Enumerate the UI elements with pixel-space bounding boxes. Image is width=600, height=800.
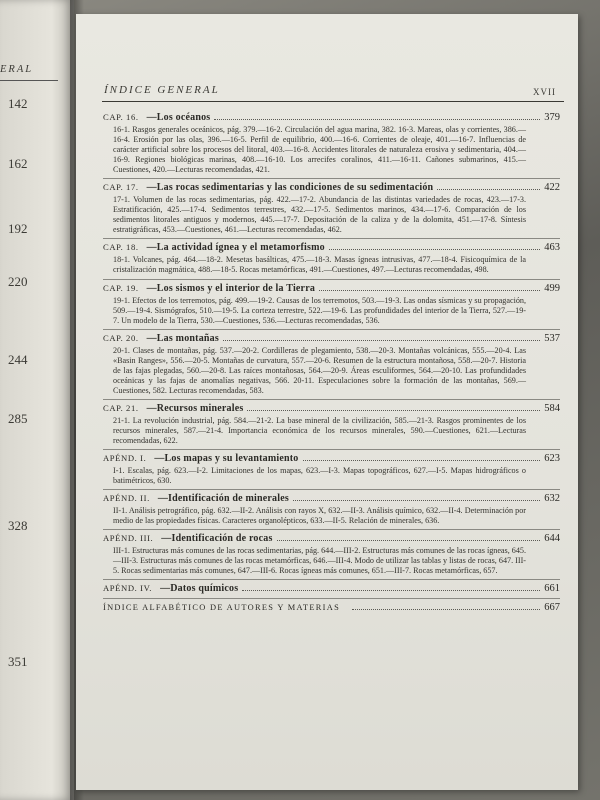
entry-label: CAP. 18. (103, 242, 139, 253)
entry-label: APÉND. I. (103, 453, 147, 464)
entry-page: 644 (544, 533, 560, 545)
entry-page: 632 (544, 493, 560, 505)
toc-entry (103, 332, 560, 396)
entry-divider (103, 529, 560, 530)
toc-entry (103, 532, 560, 576)
toc-list (103, 111, 560, 620)
left-page (0, 0, 74, 800)
toc-entry (103, 282, 560, 326)
entry-label: CAP. 17. (103, 182, 139, 193)
left-page-number: 244 (8, 352, 28, 367)
entry-divider (103, 449, 560, 450)
entry-description: I-1. Escalas, pág. 623.—I-2. Limitaciones de los mapas, 623.—I-3. Mapas topográficos, 627.—I-5. Mapas hidrográficos o batimétricos, 630. (113, 466, 526, 486)
dot-leader (329, 249, 540, 250)
dot-leader (437, 189, 540, 190)
toc-entry (103, 492, 560, 526)
entry-description: 16-1. Rasgos generales oceánicos, pág. 379.—16-2. Circulación del agua marina, 382. 16-3. Mareas, olas y corrientes, 386.—16-4. Erosión por las olas, 396.—16-5. Perfil de equilibrio, 400.—16-6. Corrientes de oleaje, 401.—16-7. Influencias de carácter artificial sobre los procesos del litoral, 403.—16-8. Accidentes litorales de naturaleza erosiva y sedimentaria, 404.—16-9. Regiones biológicas marinas, 408.—16-10. Los arrecifes coralinos, 411.—16-11. Cañones submarinos, 415.—Cuestiones, 420.—Lecturas recomendadas, 421. (113, 125, 526, 175)
entry-page: 537 (544, 332, 560, 344)
entry-title: —Los océanos (146, 112, 211, 123)
entry-label: CAP. 16. (103, 112, 139, 122)
entry-page: 463 (544, 242, 560, 254)
entry-divider (103, 579, 560, 580)
entry-description: 21-1. La revolución industrial, pág. 584.—21-2. La base mineral de la civilización, 585.—21-3. Rasgos prominentes de los recursos minerales, 587.—21-4. Importancia económica de los recursos minerales, 590.—Cuestiones, 621.—Lecturas recomendadas, 622. (113, 415, 526, 445)
entry-label: CAP. 21. (103, 402, 139, 413)
entry-page: 623 (544, 453, 560, 465)
dot-leader (293, 500, 540, 501)
entry-title: —Las rocas sedimentarias y las condiciones de su sedimentación (146, 182, 434, 194)
dot-leader (214, 119, 540, 120)
entry-page: 584 (544, 402, 560, 414)
entry-description: 18-1. Volcanes, pág. 464.—18-2. Mesetas basálticas, 475.—18-3. Masas ígneas intrusivas, 477.—18-4. Fisicoquímica de la cristalización magmática, 488.—18-5. Rocas metamórficas, 491.—Cuestiones, 497.—Lecturas recomendadas, 498. (113, 255, 526, 275)
dot-leader (242, 590, 540, 591)
entry-divider (103, 598, 560, 599)
entry-description: 17-1. Volumen de las rocas sedimentarias, pág. 422.—17-2. Abundancia de las distintas variedades de rocas, 423.—17-3. Estratificación, 425.—17-4. Sedimentos terrestres, 432.—17-5. Sedimentos marinos, 434.—17-6. Comparación de los sedimentos litorales antiguos y modernos, 445.—17-7. Depositación de la caliza y de la dolomita, 451.—17-8. Síntesis estratigráficas, 453.—Cuestiones, 461.—Lecturas recomendadas, 462. (113, 195, 526, 235)
entry-divider (103, 489, 560, 490)
left-page-header: ERAL (0, 64, 34, 75)
header-rule (102, 101, 564, 102)
dot-leader (352, 609, 540, 610)
entry-label: APÉND. IV. (103, 583, 153, 594)
dot-leader (247, 410, 540, 411)
entry-description: 19-1. Efectos de los terremotos, pág. 499.—19-2. Causas de los terremotos, 503.—19-3. Las ondas sísmicas y su propagación, 509.—19-4. Sismógrafos, 510.—19-5. La corteza terrestre, 522.—19-6. Las profundidades del interior de la Tierra, 527.—19-7. Un modelo de la Tierra, 530.—Cuestiones, 536.—Lecturas recomendadas, 536. (113, 295, 526, 325)
entry-title: —Identificación de rocas (161, 533, 273, 545)
left-page-number: 192 (8, 221, 28, 236)
toc-entry (103, 111, 560, 175)
toc-entry (103, 241, 560, 275)
entry-label: APÉND. II. (103, 493, 150, 504)
dot-leader (277, 540, 541, 541)
entry-title: —Datos químicos (160, 583, 239, 595)
entry-label: APÉND. III. (103, 533, 154, 544)
entry-divider (103, 238, 560, 239)
entry-page: 379 (544, 112, 560, 123)
toc-entry (103, 402, 560, 446)
dot-leader (223, 340, 540, 341)
dot-leader (319, 290, 540, 291)
entry-divider (103, 279, 560, 280)
running-header: ÍNDICE GENERAL (104, 84, 220, 96)
toc-entry (103, 452, 560, 486)
entry-title: —Las montañas (146, 332, 219, 344)
entry-description: II-1. Análisis petrográfico, pág. 632.—II-2. Análisis con rayos X, 632.—II-3. Análisis químico, 632.—II-4. Determinación por medio de las propiedades físicas. Caracteres organolépticos, 633.—II-5. Relación de minerales, 636. (113, 506, 526, 526)
left-page-number: 142 (8, 96, 28, 111)
left-page-number: 351 (8, 654, 28, 669)
left-page-number: 220 (8, 274, 28, 289)
entry-divider (103, 178, 560, 179)
entry-page: 499 (544, 282, 560, 294)
toc-entry (103, 582, 560, 595)
left-page-number: 285 (8, 411, 28, 426)
entry-label: ÍNDICE ALFABÉTICO DE AUTORES Y MATERIAS (103, 603, 341, 613)
entry-title: —Los mapas y su levantamiento (154, 453, 299, 465)
entry-label: CAP. 19. (103, 282, 139, 293)
book-page (76, 14, 578, 790)
entry-title: —La actividad ígnea y el metamorfismo (146, 242, 325, 254)
entry-title: —Los sismos y el interior de la Tierra (146, 282, 316, 294)
left-page-number: 328 (8, 518, 28, 533)
entry-page: 422 (544, 182, 560, 194)
left-page-rule (0, 80, 58, 81)
entry-page: 667 (544, 602, 560, 614)
entry-description: III-1. Estructuras más comunes de las rocas sedimentarias, pág. 644.—III-2. Estructuras más comunes de las rocas ígneas, 645.—III-3. Estructuras más comunes de las rocas metamórficas, 646.—III-4. Modo de utilizar las tablas y listas de rocas, 647. III-5. Rocas sedimentarias más comunes, 647.—III-6. Rocas ígneas más comunes, 651.—III-7. Rocas metamórficas, 657. (113, 546, 526, 576)
entry-page: 661 (544, 583, 560, 595)
entry-divider (103, 399, 560, 400)
dot-leader (303, 460, 541, 461)
toc-entry (103, 181, 560, 235)
entry-label: CAP. 20. (103, 332, 139, 343)
entry-title: —Recursos minerales (146, 402, 244, 414)
entry-divider (103, 329, 560, 330)
entry-description: 20-1. Clases de montañas, pág. 537.—20-2. Cordilleras de plegamiento, 538.—20-3. Montañas volcánicas, 555.—20-4. Las «Basin Ranges», 556.—20-5. Montañas de curvatura, 557.—20-6. Resumen de la estructura montañosa, 558.—20-7. Historia de las fajas plegadas, 560.—20-8. Las raíces montañosas, 564.—20-9. Áreas esculiformes, 564.—20-10. Las profundidades oceánicas y las fajas de anomalías negativas, 566. 20-11. Especulaciones sobre la formación de las montañas, 569.—Cuestiones, 582. Lecturas recomendadas, 583. (113, 345, 526, 395)
page-number: XVII (533, 87, 556, 97)
left-page-number: 162 (8, 156, 28, 171)
toc-entry (103, 601, 560, 614)
entry-title: —Identificación de minerales (157, 493, 289, 505)
